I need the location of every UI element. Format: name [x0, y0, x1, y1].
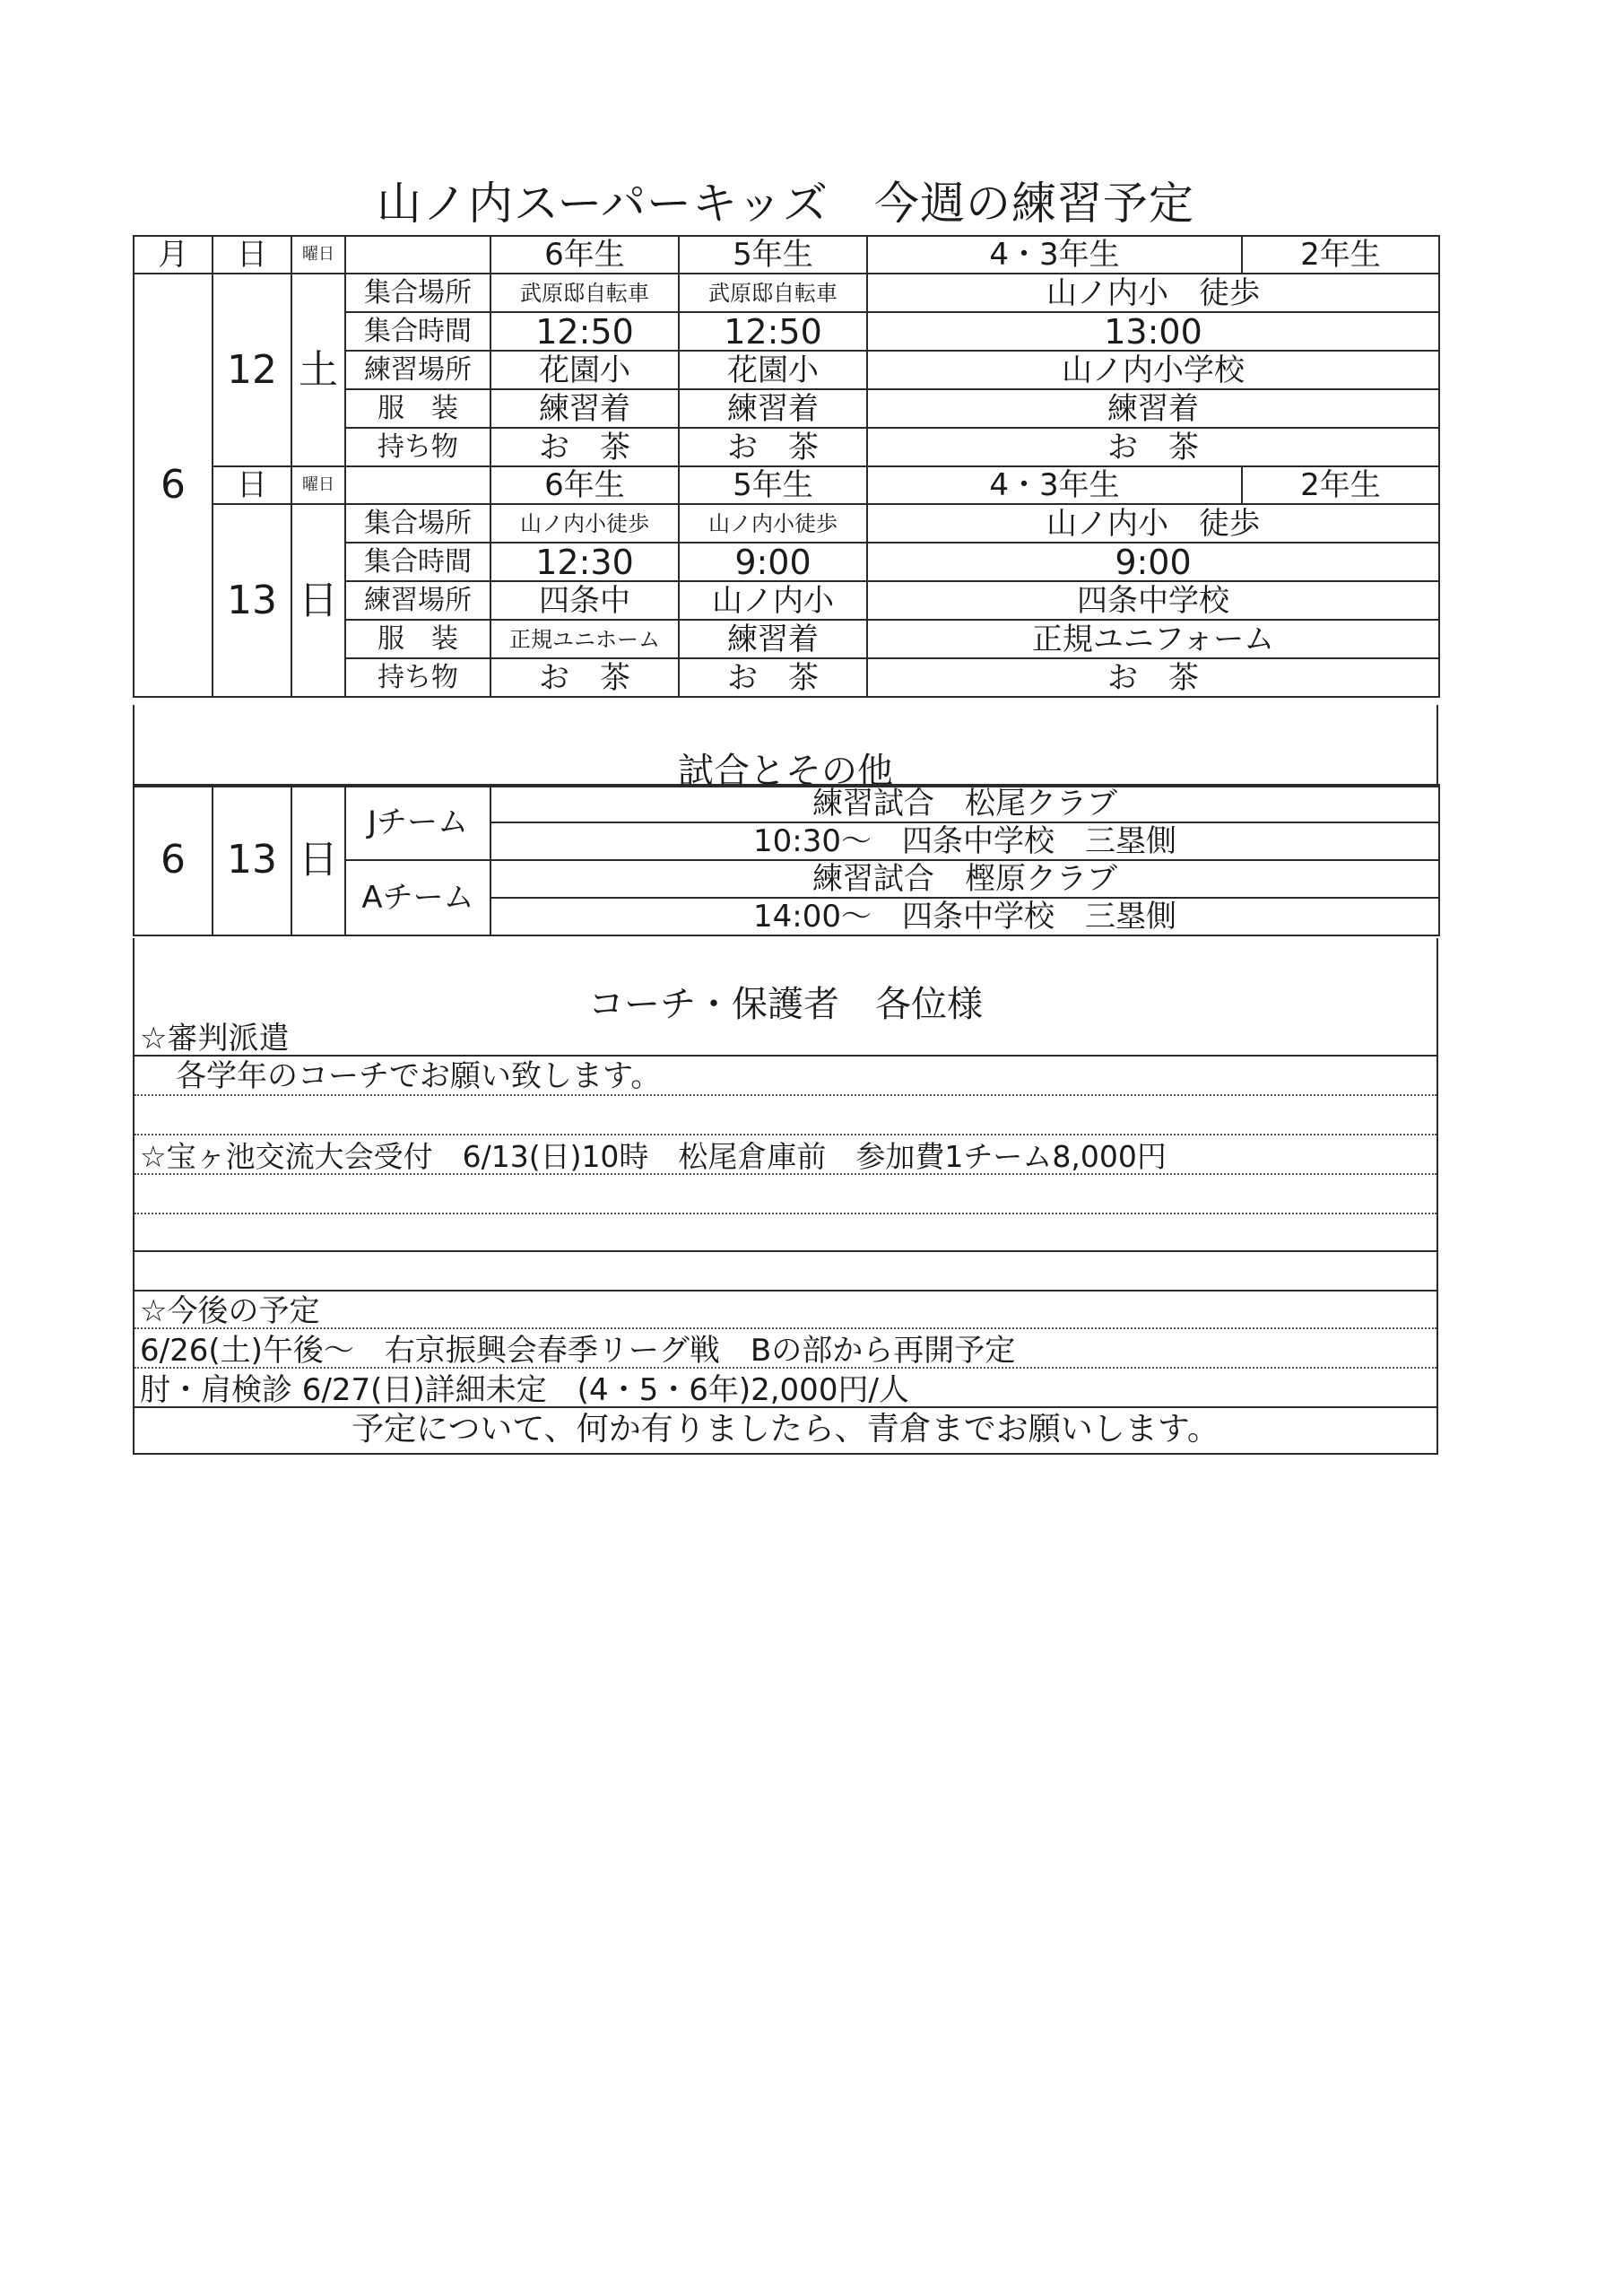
games-weekday: 日 — [291, 785, 345, 935]
day2-g432-cell: お 茶 — [867, 658, 1439, 697]
team-name: Jチーム — [345, 785, 490, 860]
day2-g5-cell: 9:00 — [679, 543, 867, 581]
notice-line — [135, 1369, 1436, 1408]
notice-line — [135, 1135, 1436, 1175]
future-line-2: 肘・肩検診 6/27(日)詳細未定 (4・5・6年)2,000円/人 — [140, 1372, 909, 1408]
umpire-text: 各学年のコーチでお願い致します。 — [176, 1058, 662, 1094]
day2-label: 集合場所 — [345, 504, 490, 543]
day2-g5-cell: 練習着 — [679, 620, 867, 658]
game-row — [134, 785, 1439, 822]
day2-g432-cell: 四条中学校 — [867, 581, 1439, 620]
day1-g432-cell: お 茶 — [867, 428, 1439, 466]
day2-g6-cell: 四条中 — [490, 581, 679, 620]
day1-label: 集合場所 — [345, 274, 490, 312]
games-heading: 試合とその他 — [678, 751, 893, 792]
day2-header-blank — [345, 466, 490, 504]
day1-label: 服 装 — [345, 389, 490, 428]
day2-g432-cell: 正規ユニフォーム — [867, 620, 1439, 658]
day1-g5-cell: 武原邸自転車 — [679, 274, 867, 312]
notice-line — [135, 1408, 1436, 1451]
notice-heading: コーチ・保護者 各位様 — [588, 984, 983, 1025]
day1-label: 練習場所 — [345, 351, 490, 389]
day2-g5-cell: お 茶 — [679, 658, 867, 697]
day1-g6-cell: 12:50 — [490, 312, 679, 351]
day1-g5-cell: 練習着 — [679, 389, 867, 428]
practice-schedule-table — [133, 235, 1440, 698]
closing-text: 予定について、何か有りましたら、青倉までお願いします。 — [352, 1411, 1219, 1448]
schedule-header-row — [134, 236, 1439, 274]
day2-header-grade-5: 5年生 — [679, 466, 867, 504]
day2-g5-cell: 山ノ内小徒歩 — [679, 504, 867, 543]
day2-header-grade-6: 6年生 — [490, 466, 679, 504]
day1-g6-cell: 練習着 — [490, 389, 679, 428]
day2-g6-cell: 12:30 — [490, 543, 679, 581]
day2-weekday: 日 — [291, 504, 345, 697]
day1-row — [134, 274, 1439, 312]
future-title: ☆今後の予定 — [140, 1293, 320, 1329]
day2-g6-cell: 正規ユニホーム — [490, 620, 679, 658]
day1-label: 持ち物 — [345, 428, 490, 466]
notice-line — [135, 1019, 1436, 1057]
team-name: Aチーム — [345, 860, 490, 935]
umpire-title: ☆審判派遣 — [140, 1021, 290, 1057]
header-grade-4-3: 4・3年生 — [867, 236, 1242, 274]
day2-g432-cell: 山ノ内小 徒歩 — [867, 504, 1439, 543]
day1-g5-cell: 12:50 — [679, 312, 867, 351]
day2-label: 練習場所 — [345, 581, 490, 620]
day1-g432-cell: 山ノ内小学校 — [867, 351, 1439, 389]
day2-header-day: 日 — [213, 466, 291, 504]
notice-line — [135, 1292, 1436, 1329]
day2-g432-cell: 9:00 — [867, 543, 1439, 581]
day1-g6-cell: お 茶 — [490, 428, 679, 466]
tournament-text: ☆宝ヶ池交流大会受付 6/13(日)10時 松尾倉庫前 参加費1チーム8,000円 — [140, 1139, 1167, 1174]
day1-g432-cell: 山ノ内小 徒歩 — [867, 274, 1439, 312]
day2-header-row — [134, 466, 1439, 504]
header-grade-6: 6年生 — [490, 236, 679, 274]
day1-g5-cell: お 茶 — [679, 428, 867, 466]
day1-date: 12 — [213, 274, 291, 466]
notice-line — [135, 1096, 1436, 1135]
games-month: 6 — [134, 785, 213, 935]
day1-g6-cell: 花園小 — [490, 351, 679, 389]
day2-row — [134, 504, 1439, 543]
day2-g6-cell: 山ノ内小徒歩 — [490, 504, 679, 543]
day2-g5-cell: 山ノ内小 — [679, 581, 867, 620]
day2-header-weekday: 曜日 — [291, 466, 345, 504]
header-day: 日 — [213, 236, 291, 274]
game-opponent: 練習試合 松尾クラブ — [490, 785, 1439, 822]
game-time-place: 14:00～ 四条中学校 三塁側 — [490, 898, 1439, 935]
header-grade-5: 5年生 — [679, 236, 867, 274]
page-title: 山ノ内スーパーキッズ 今週の練習予定 — [377, 178, 1194, 230]
day1-g6-cell: 武原邸自転車 — [490, 274, 679, 312]
day2-label: 服 装 — [345, 620, 490, 658]
header-grade-2: 2年生 — [1242, 236, 1439, 274]
future-line-1: 6/26(土)午後～ 右京振興会春季リーグ戦 Bの部から再開予定 — [140, 1333, 1016, 1369]
day2-g6-cell: お 茶 — [490, 658, 679, 697]
day2-label: 持ち物 — [345, 658, 490, 697]
games-date: 13 — [213, 785, 291, 935]
day1-label: 集合時間 — [345, 312, 490, 351]
notice-line — [135, 1175, 1436, 1214]
day1-g432-cell: 13:00 — [867, 312, 1439, 351]
day1-g432-cell: 練習着 — [867, 389, 1439, 428]
day2-label: 集合時間 — [345, 543, 490, 581]
notice-line — [135, 1057, 1436, 1096]
day1-g5-cell: 花園小 — [679, 351, 867, 389]
notice-line — [135, 1329, 1436, 1369]
game-opponent: 練習試合 樫原クラブ — [490, 860, 1439, 898]
notice-line — [135, 1214, 1436, 1252]
game-time-place: 10:30～ 四条中学校 三塁側 — [490, 822, 1439, 860]
day2-date: 13 — [213, 504, 291, 697]
header-weekday: 曜日 — [291, 236, 345, 274]
day2-header-grade-4-3: 4・3年生 — [867, 466, 1242, 504]
header-blank — [345, 236, 490, 274]
day1-weekday: 土 — [291, 274, 345, 466]
day2-header-grade-2: 2年生 — [1242, 466, 1439, 504]
month-cell: 6 — [134, 274, 213, 697]
header-month: 月 — [134, 236, 213, 274]
games-table — [133, 784, 1440, 936]
notice-line — [135, 1252, 1436, 1292]
